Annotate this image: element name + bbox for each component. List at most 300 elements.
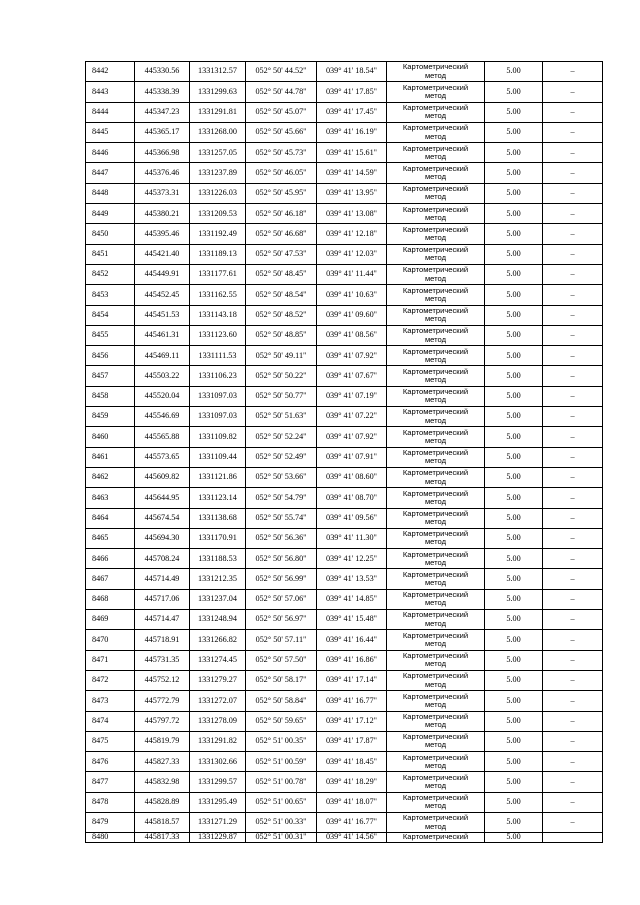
longitude-cell: 039° 41' 07.19" [317,386,387,406]
x-coordinate-cell: 445376.46 [135,163,190,183]
method-line-2: метод [424,638,447,648]
method-line-1: Картометрический [402,590,469,600]
method-line-1: Картометрический [402,468,469,478]
method-cell [387,143,485,163]
longitude-cell: 039° 41' 12.25" [317,549,387,569]
y-coordinate-cell: 1331237.89 [190,163,246,183]
table-row [86,833,603,843]
method-line-1: Картометрический [402,306,469,315]
y-coordinate-cell: 1331106.23 [190,366,246,386]
method-line-2: метод [424,314,447,324]
longitude-cell: 039° 41' 09.56" [317,508,387,528]
y-coordinate-cell: 1331143.18 [190,305,246,325]
table-row [86,264,603,284]
x-coordinate-cell: 445694.30 [135,528,190,548]
y-coordinate-cell: 1331278.09 [190,711,246,731]
y-coordinate-cell: 1331123.60 [190,325,246,345]
method-line-2: метод [424,354,447,364]
longitude-cell: 039° 41' 13.95" [317,183,387,203]
method-line-1: Картометрический [402,529,469,539]
method-line-2: метод [424,233,447,243]
method-line-2: метод [424,740,447,750]
longitude-cell: 039° 41' 14.59" [317,163,387,183]
x-coordinate-cell: 445373.31 [135,183,190,203]
method-cell [387,467,485,487]
method-cell [387,488,485,508]
x-coordinate-cell: 445503.22 [135,366,190,386]
method-line-2: метод [424,415,447,425]
note-cell: – [543,346,603,366]
method-cell [387,569,485,589]
x-coordinate-cell: 445546.69 [135,407,190,427]
longitude-cell: 039° 41' 17.85" [317,82,387,102]
latitude-cell: 052° 50' 48.54" [246,285,317,305]
method-line-2: метод [424,435,447,445]
accuracy-cell: 5.00 [485,630,543,650]
x-coordinate-cell: 445421.40 [135,244,190,264]
note-cell: – [543,285,603,305]
table-row [86,62,603,82]
point-number-cell: 8450 [86,224,135,244]
point-number-cell: 8461 [86,447,135,467]
y-coordinate-cell: 1331189.13 [190,244,246,264]
method-line-2: метод [424,659,447,669]
y-coordinate-cell: 1331226.03 [190,183,246,203]
table-row [86,346,603,366]
note-cell: – [543,122,603,142]
x-coordinate-cell: 445449.91 [135,264,190,284]
latitude-cell: 052° 50' 56.99" [246,569,317,589]
method-cell [387,183,485,203]
accuracy-cell: 5.00 [485,264,543,284]
y-coordinate-cell: 1331291.82 [190,731,246,751]
table-row [86,488,603,508]
note-cell: – [543,691,603,711]
longitude-cell: 039° 41' 07.22" [317,407,387,427]
note-cell: – [543,528,603,548]
point-number-cell: 8446 [86,143,135,163]
latitude-cell: 052° 50' 57.50" [246,650,317,670]
latitude-cell: 052° 50' 48.52" [246,305,317,325]
method-line-2: метод [424,821,447,831]
accuracy-cell: 5.00 [485,102,543,122]
method-line-1: Картометрический [402,651,469,661]
accuracy-cell: 5.00 [485,366,543,386]
y-coordinate-cell: 1331097.03 [190,386,246,406]
latitude-cell: 052° 50' 46.68" [246,224,317,244]
method-line-1: Картометрический [402,143,469,153]
method-line-1: Картометрический [402,630,469,640]
table-row [86,610,603,630]
table-row [86,427,603,447]
latitude-cell: 052° 50' 56.36" [246,528,317,548]
table-row [86,183,603,203]
y-coordinate-cell: 1331248.94 [190,610,246,630]
accuracy-cell: 5.00 [485,467,543,487]
x-coordinate-cell: 445452.45 [135,285,190,305]
x-coordinate-cell: 445828.89 [135,792,190,812]
method-line-2: метод [424,253,447,263]
x-coordinate-cell: 445395.46 [135,224,190,244]
point-number-cell: 8466 [86,549,135,569]
note-cell: – [543,610,603,630]
method-line-1: Картометрический [402,752,469,762]
note-cell: – [543,204,603,224]
table-row [86,305,603,325]
point-number-cell: 8445 [86,122,135,142]
method-line-2: метод [424,334,447,344]
y-coordinate-cell: 1331271.29 [190,812,246,832]
longitude-cell: 039° 41' 11.44" [317,264,387,284]
latitude-cell: 052° 50' 54.79" [246,488,317,508]
method-cell [387,670,485,690]
longitude-cell: 039° 41' 17.14" [317,670,387,690]
method-cell [387,812,485,832]
table-row [86,366,603,386]
latitude-cell: 052° 50' 45.73" [246,143,317,163]
point-number-cell: 8468 [86,589,135,609]
y-coordinate-cell: 1331295.49 [190,792,246,812]
accuracy-cell: 5.00 [485,447,543,467]
longitude-cell: 039° 41' 07.67" [317,366,387,386]
accuracy-cell: 5.00 [485,122,543,142]
x-coordinate-cell: 445451.53 [135,305,190,325]
method-line-2: метод [424,172,447,182]
x-coordinate-cell: 445797.72 [135,711,190,731]
latitude-cell: 052° 50' 55.74" [246,508,317,528]
note-cell: – [543,163,603,183]
table-row [86,772,603,792]
table-row [86,285,603,305]
y-coordinate-cell: 1331192.49 [190,224,246,244]
y-coordinate-cell: 1331123.14 [190,488,246,508]
table-row [86,82,603,102]
method-line-2: метод [424,801,447,811]
y-coordinate-cell: 1331257.05 [190,143,246,163]
longitude-cell: 039° 41' 16.77" [317,691,387,711]
method-line-1: Картометрический [402,123,469,133]
point-number-cell: 8463 [86,488,135,508]
x-coordinate-cell: 445708.24 [135,549,190,569]
y-coordinate-cell: 1331138.68 [190,508,246,528]
y-coordinate-cell: 1331312.57 [190,62,246,82]
table-row [86,447,603,467]
method-line-1: Картометрический [402,793,469,803]
y-coordinate-cell: 1331272.07 [190,691,246,711]
x-coordinate-cell: 445644.95 [135,488,190,508]
method-line-1: Картометрический [402,488,469,498]
point-number-cell: 8442 [86,62,135,82]
y-coordinate-cell: 1331177.61 [190,264,246,284]
method-line-2: метод [424,537,447,547]
method-line-2: метод [424,456,447,466]
table-row [86,122,603,142]
x-coordinate-cell: 445330.56 [135,62,190,82]
method-cell [387,833,485,843]
method-cell [387,102,485,122]
latitude-cell: 052° 50' 52.49" [246,447,317,467]
method-line-1: Картометрический [402,366,469,376]
accuracy-cell: 5.00 [485,62,543,82]
x-coordinate-cell: 445469.11 [135,346,190,366]
method-line-1: Картометрический [402,691,469,701]
longitude-cell: 039° 41' 14.56" [317,833,387,843]
accuracy-cell: 5.00 [485,670,543,690]
latitude-cell: 052° 51' 00.59" [246,752,317,772]
accuracy-cell: 5.00 [485,731,543,751]
table-row [86,528,603,548]
method-line-2: метод [424,760,447,770]
method-line-1: Картометрический [402,346,469,356]
table-row [86,549,603,569]
x-coordinate-cell: 445819.79 [135,731,190,751]
method-cell [387,589,485,609]
longitude-cell: 039° 41' 15.61" [317,143,387,163]
latitude-cell: 052° 50' 46.05" [246,163,317,183]
longitude-cell: 039° 41' 13.53" [317,569,387,589]
longitude-cell: 039° 41' 18.29" [317,772,387,792]
table-row [86,163,603,183]
note-cell: – [543,224,603,244]
y-coordinate-cell: 1331109.82 [190,427,246,447]
method-line-1: Картометрический [402,163,469,173]
accuracy-cell: 5.00 [485,792,543,812]
point-number-cell: 8478 [86,792,135,812]
point-number-cell: 8455 [86,325,135,345]
note-cell: – [543,325,603,345]
note-cell: – [543,407,603,427]
x-coordinate-cell: 445573.65 [135,447,190,467]
note-cell: – [543,305,603,325]
method-line-1: Картометрический [402,549,469,559]
point-number-cell: 8456 [86,346,135,366]
point-number-cell: 8454 [86,305,135,325]
method-cell [387,447,485,467]
longitude-cell: 039° 41' 15.48" [317,610,387,630]
accuracy-cell: 5.00 [485,305,543,325]
longitude-cell: 039° 41' 10.63" [317,285,387,305]
accuracy-cell: 5.00 [485,346,543,366]
method-line-2: метод [424,111,447,121]
y-coordinate-cell: 1331299.57 [190,772,246,792]
x-coordinate-cell: 445752.12 [135,670,190,690]
method-line-2: метод [424,375,447,385]
method-line-2: метод [424,131,447,141]
note-cell: – [543,812,603,832]
table-row [86,204,603,224]
table-row [86,508,603,528]
point-number-cell: 8465 [86,528,135,548]
note-cell: – [543,630,603,650]
x-coordinate-cell: 445338.39 [135,82,190,102]
accuracy-cell: 5.00 [485,325,543,345]
point-number-cell: 8451 [86,244,135,264]
point-number-cell: 8477 [86,772,135,792]
accuracy-cell: 5.00 [485,691,543,711]
method-line-2: метод [424,293,447,303]
method-line-2: метод [424,598,447,608]
latitude-cell: 052° 50' 46.18" [246,204,317,224]
note-cell: – [543,711,603,731]
accuracy-cell: 5.00 [485,833,543,843]
y-coordinate-cell: 1331266.82 [190,630,246,650]
y-coordinate-cell: 1331162.55 [190,285,246,305]
x-coordinate-cell: 445818.57 [135,812,190,832]
method-cell [387,610,485,630]
longitude-cell: 039° 41' 07.92" [317,346,387,366]
table-row [86,731,603,751]
accuracy-cell: 5.00 [485,610,543,630]
y-coordinate-cell: 1331291.81 [190,102,246,122]
note-cell: – [543,488,603,508]
method-line-1: Картометрический [402,224,469,234]
point-number-cell: 8458 [86,386,135,406]
method-line-2: метод [424,192,447,202]
longitude-cell: 039° 41' 08.70" [317,488,387,508]
note-cell: – [543,427,603,447]
method-line-2: метод [424,496,447,506]
y-coordinate-cell: 1331229.87 [190,833,246,843]
method-line-2: метод [424,212,447,222]
table-row [86,812,603,832]
longitude-cell: 039° 41' 13.08" [317,204,387,224]
method-cell [387,630,485,650]
x-coordinate-cell: 445347.23 [135,102,190,122]
x-coordinate-cell: 445772.79 [135,691,190,711]
latitude-cell: 052° 50' 57.06" [246,589,317,609]
point-number-cell: 8448 [86,183,135,203]
method-cell [387,285,485,305]
method-cell [387,792,485,812]
point-number-cell: 8474 [86,711,135,731]
longitude-cell: 039° 41' 08.60" [317,467,387,487]
method-line-2: метод [424,720,447,730]
accuracy-cell: 5.00 [485,285,543,305]
method-cell [387,752,485,772]
accuracy-cell: 5.00 [485,711,543,731]
method-line-2: метод [424,151,447,161]
table-row [86,407,603,427]
method-cell [387,346,485,366]
accuracy-cell: 5.00 [485,569,543,589]
table-row [86,650,603,670]
method-line-1: Картометрический [402,204,469,214]
note-cell: – [543,244,603,264]
x-coordinate-cell: 445717.06 [135,589,190,609]
accuracy-cell: 5.00 [485,143,543,163]
point-number-cell: 8457 [86,366,135,386]
longitude-cell: 039° 41' 18.07" [317,792,387,812]
method-cell [387,325,485,345]
method-line-1: Картометрический [402,326,469,336]
longitude-cell: 039° 41' 18.45" [317,752,387,772]
latitude-cell: 052° 51' 00.31" [246,833,317,843]
table-row [86,569,603,589]
table-row [86,224,603,244]
x-coordinate-cell: 445365.17 [135,122,190,142]
note-cell: – [543,670,603,690]
note-cell: – [543,447,603,467]
longitude-cell: 039° 41' 16.19" [317,122,387,142]
table-row [86,711,603,731]
y-coordinate-cell: 1331121.86 [190,467,246,487]
latitude-cell: 052° 50' 44.78" [246,82,317,102]
method-line-1: Картометрический [402,265,469,275]
method-line-2: метод [424,557,447,567]
point-number-cell: 8469 [86,610,135,630]
note-cell: – [543,386,603,406]
accuracy-cell: 5.00 [485,508,543,528]
latitude-cell: 052° 50' 48.85" [246,325,317,345]
accuracy-cell: 5.00 [485,772,543,792]
latitude-cell: 052° 50' 49.11" [246,346,317,366]
method-line-1: Картометрический [402,285,469,295]
note-cell: – [543,772,603,792]
method-line-1: Картометрический [402,103,469,113]
table-row [86,752,603,772]
table-row [86,589,603,609]
longitude-cell: 039° 41' 17.87" [317,731,387,751]
method-line-2: метод [424,70,447,80]
method-line-1: Картометрический [402,62,469,72]
method-cell [387,366,485,386]
latitude-cell: 052° 50' 50.77" [246,386,317,406]
table-row [86,386,603,406]
longitude-cell: 039° 41' 12.18" [317,224,387,244]
method-line-1: Картометрический [402,407,469,417]
note-cell: – [543,183,603,203]
method-cell [387,163,485,183]
accuracy-cell: 5.00 [485,427,543,447]
method-cell [387,711,485,731]
table-row [86,792,603,812]
accuracy-cell: 5.00 [485,549,543,569]
note-cell [543,833,603,843]
longitude-cell: 039° 41' 08.56" [317,325,387,345]
method-cell [387,772,485,792]
method-line-2: метод [424,578,447,588]
note-cell: – [543,366,603,386]
x-coordinate-cell: 445817.33 [135,833,190,843]
coordinates-table [85,61,603,843]
latitude-cell: 052° 50' 59.65" [246,711,317,731]
method-line-1: Картометрический [402,245,469,255]
longitude-cell: 039° 41' 11.30" [317,528,387,548]
note-cell: – [543,589,603,609]
x-coordinate-cell: 445718.91 [135,630,190,650]
latitude-cell: 052° 50' 45.95" [246,183,317,203]
point-number-cell: 8459 [86,407,135,427]
y-coordinate-cell: 1331302.66 [190,752,246,772]
latitude-cell: 052° 50' 53.66" [246,467,317,487]
y-coordinate-cell: 1331111.53 [190,346,246,366]
table-row [86,630,603,650]
y-coordinate-cell: 1331212.35 [190,569,246,589]
method-cell [387,508,485,528]
latitude-cell: 052° 50' 56.97" [246,610,317,630]
x-coordinate-cell: 445827.33 [135,752,190,772]
accuracy-cell: 5.00 [485,386,543,406]
method-line-2: метод [424,781,447,791]
y-coordinate-cell: 1331097.03 [190,407,246,427]
y-coordinate-cell: 1331188.53 [190,549,246,569]
point-number-cell: 8473 [86,691,135,711]
latitude-cell: 052° 50' 45.07" [246,102,317,122]
point-number-cell: 8464 [86,508,135,528]
latitude-cell: 052° 51' 00.65" [246,792,317,812]
x-coordinate-cell: 445461.31 [135,325,190,345]
accuracy-cell: 5.00 [485,812,543,832]
